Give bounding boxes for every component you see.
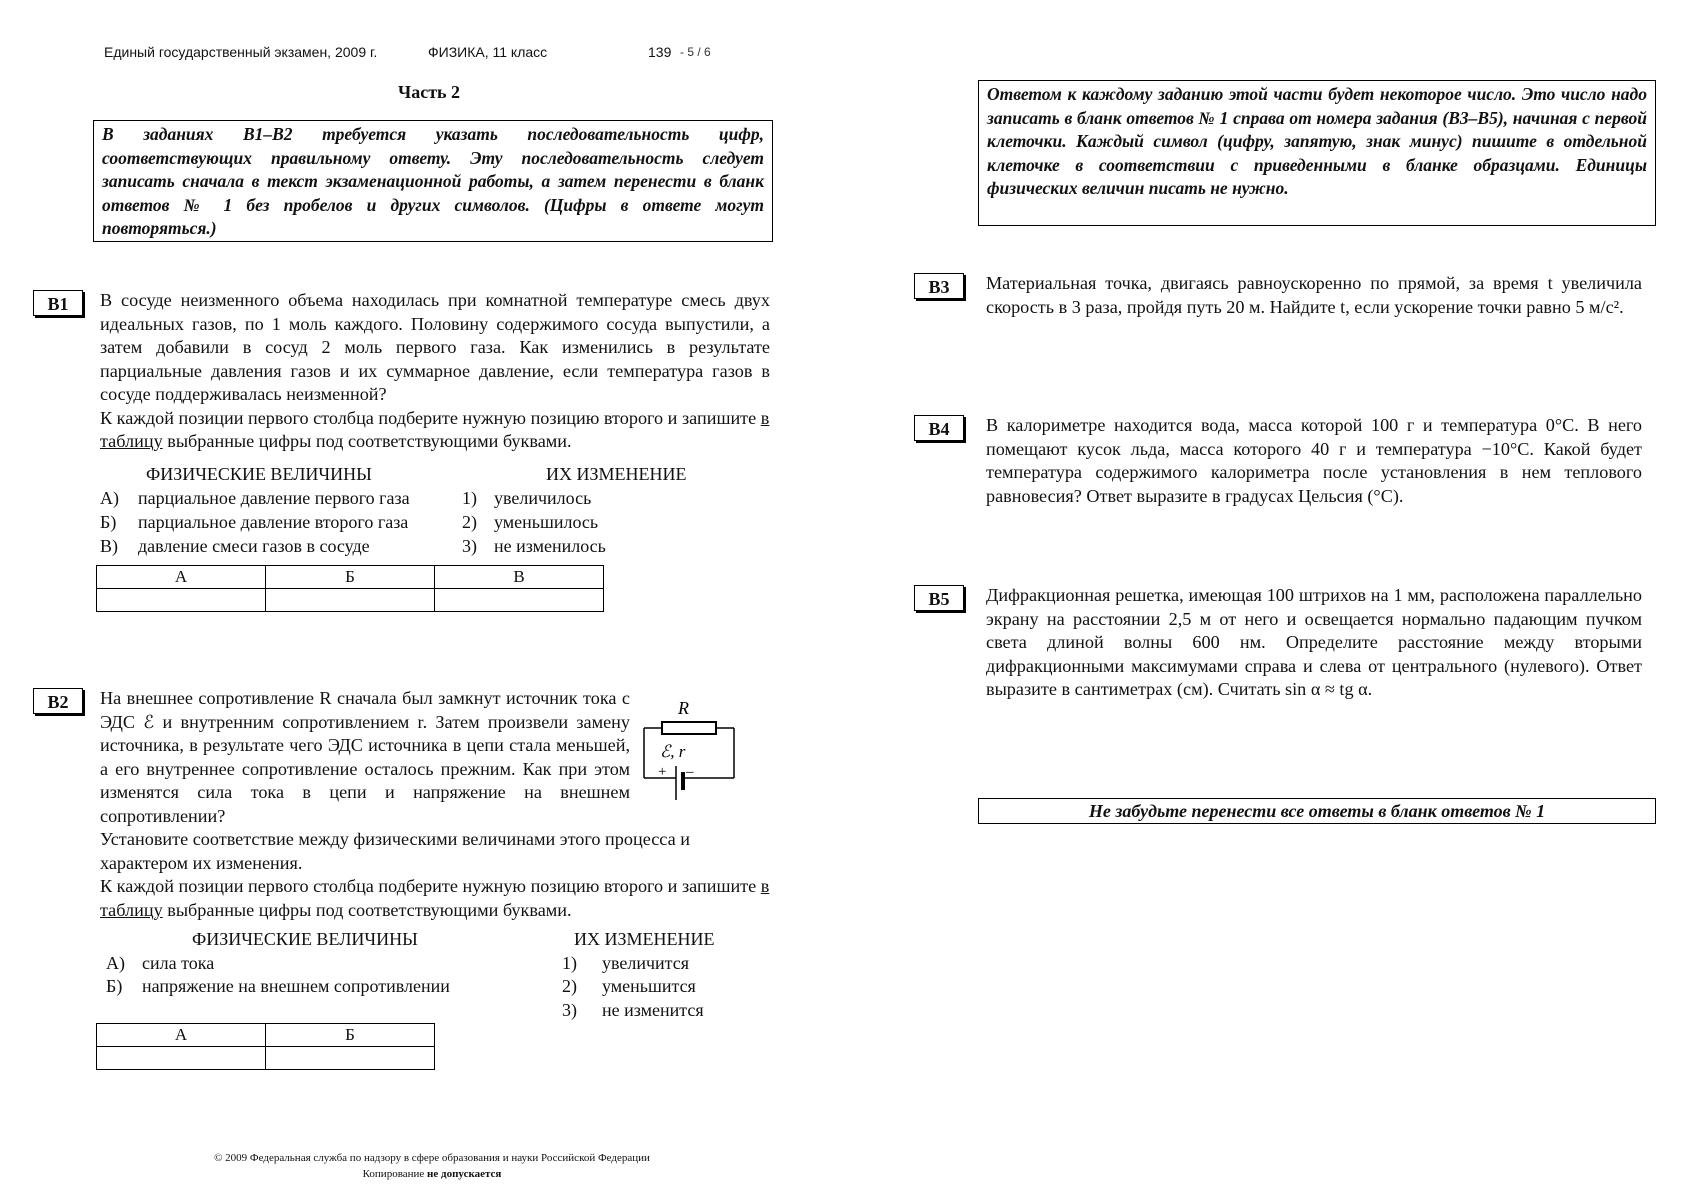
b2-change-1: увеличится [602, 953, 690, 973]
b2-change-1-num: 1) [562, 953, 577, 973]
minus-sign: – [686, 764, 694, 780]
b1-table-link: в таблицу [100, 407, 770, 451]
b1-answer-cell-c[interactable] [435, 589, 604, 612]
b2-answer-cell-a[interactable] [97, 1047, 266, 1070]
b1-quantity-c-letter: В) [100, 536, 118, 556]
b1-change-2-num: 2) [462, 512, 477, 532]
b1-change-2: уменьшилось [494, 512, 599, 532]
b2-instruction-part1: К каждой позиции первого столбца подберите нужную позицию второго и запишите [100, 876, 757, 896]
b1-quantity-a: парциальное давление первого газа [138, 488, 410, 508]
b1-change-3: не изменилось [494, 536, 606, 556]
b2-instruction-part2: выбранные цифры под соответствующими буквами. [167, 899, 572, 920]
b2-matching-statement: Установите соответствие между физическими величинами этого процесса и характером их изменения. [100, 829, 690, 873]
b1-table-header-a: А [97, 566, 266, 589]
source-label: ℰ, r [660, 742, 686, 761]
task-label-b2: B2 [33, 688, 83, 714]
subject: ФИЗИКА, 11 класс [428, 44, 548, 60]
copyright-line: © 2009 Федеральная служба по надзору в сфере образования и науки Российской Федерации [214, 1152, 650, 1164]
b2-quantity-b: напряжение на внешнем сопротивлении [142, 976, 450, 996]
b1-instruction-part1: К каждой позиции первого столбца подберите нужную позицию второго и запишите [100, 407, 757, 428]
task-label-b4: B4 [914, 415, 964, 441]
instruction-box-left: В заданиях В1–В2 требуется указать последовательность цифр, соответствующих правильному ответу. Эту последовательность следует записать сначала в текст экзаменационной работы, а затем перенести в бланк ответов № 1 без пробелов и других символов. (Цифры в ответе могут повторяться.) [93, 120, 773, 242]
part-title: Часть 2 [398, 82, 461, 102]
b1-quantity-a-letter: А) [100, 488, 119, 508]
b1-answer-cell-b[interactable] [266, 589, 435, 612]
b1-change-1-num: 1) [462, 488, 477, 508]
b2-question: На внешнее сопротивление R сначала был замкнут источник тока с ЭДС ℰ и внутренним сопротивлением r. Затем произвели замену источника, в результате чего ЭДС источника в цепи стала меньшей, а его внутреннее сопротивление осталось прежним. Как при этом изменятся сила тока в цепи и напряжение на внешнем сопротивлении? [100, 688, 630, 826]
task-b1-text [100, 289, 770, 454]
resistor-symbol [662, 722, 716, 734]
plus-sign: + [658, 764, 667, 780]
task-label-b1: B1 [33, 290, 83, 316]
b2-table-header-a: А [97, 1024, 266, 1047]
b2-quantity-a: сила тока [142, 953, 215, 973]
b1-quantity-b: парциальное давление второго газа [138, 512, 409, 532]
task-label-b3: B3 [914, 273, 964, 299]
b1-question: В сосуде неизменного объема находилась при комнатной температуре смесь двух идеальных газов, по 1 моль каждого. Половину содержимого сосуда выпустили, а затем добавили в сосуд 2 моль первого газа. Как изменились в результате парциальные давления газов и их суммарное давление, если температура газов в сосуде поддерживалась неизменной? [100, 290, 770, 404]
reminder-box: Не забудьте перенести все ответы в бланк ответов № 1 [978, 798, 1656, 824]
b2-change-2: уменьшится [602, 976, 696, 996]
b2-answer-table [96, 1023, 435, 1070]
b2-answer-cell-b[interactable] [266, 1047, 435, 1070]
resistor-label: R [678, 700, 689, 718]
b1-change-3-num: 3) [462, 536, 477, 556]
b1-answer-cell-a[interactable] [97, 589, 266, 612]
page-footer [0, 1150, 864, 1182]
b2-table-link: в таблицу [100, 876, 770, 920]
b2-change-2-num: 2) [562, 976, 577, 996]
page-number: - 5 / 6 [680, 45, 711, 59]
b2-quantity-a-letter: А) [106, 953, 125, 973]
b2-col1-header: ФИЗИЧЕСКИЕ ВЕЛИЧИНЫ [192, 929, 418, 949]
b2-instruction [100, 875, 770, 922]
b2-col2-header: ИХ ИЗМЕНЕНИЕ [574, 929, 715, 949]
variant-number: 139 [648, 44, 672, 60]
b2-change-3: не изменится [602, 1000, 704, 1020]
b2-matching-columns [100, 927, 780, 1027]
exam-title: Единый государственный экзамен, 2009 г. [104, 44, 378, 60]
b1-col2-header: ИХ ИЗМЕНЕНИЕ [546, 464, 687, 484]
b1-quantity-c: давление смеси газов в сосуде [138, 536, 370, 556]
task-b2-text-rest [100, 828, 770, 922]
copying-forbidden: не допускается [427, 1168, 502, 1180]
b1-table-header-c: В [435, 566, 604, 589]
b1-instruction-part2: выбранные цифры под соответствующими буквами. [167, 431, 572, 451]
b1-col1-header: ФИЗИЧЕСКИЕ ВЕЛИЧИНЫ [146, 464, 372, 484]
b2-quantity-b-letter: Б) [106, 976, 123, 996]
b2-table-header-b: Б [266, 1024, 435, 1047]
circuit-diagram [638, 700, 748, 806]
task-label-b5: B5 [914, 585, 964, 611]
copying-label: Копирование [362, 1168, 425, 1180]
task-b4-text: В калориметре находится вода, масса которой 100 г и температура 0°С. В него помещают кусок льда, масса которого 40 г и температура −10°С. Какой будет температура содержимого калориметра после установления в нем теплового равновесия? Ответ выразите в градусах Цельсия (°С). [986, 415, 1642, 506]
task-b3-text: Материальная точка, двигаясь равноускоренно по прямой, за время t увеличила скорость в 3 раза, пройдя путь 20 м. Найдите t, если ускорение точки равно 5 м/с². [986, 273, 1642, 317]
b1-answer-table [96, 565, 604, 612]
b1-matching-columns [100, 462, 780, 562]
b1-table-header-b: Б [266, 566, 435, 589]
b1-change-1: увеличилось [494, 488, 592, 508]
b1-quantity-b-letter: Б) [100, 512, 117, 532]
instruction-box-right: Ответом к каждому заданию этой части будет некоторое число. Это число надо записать в бланк ответов № 1 справа от номера задания (В3–В5), начиная с первой клеточки. Каждый символ (цифру, запятую, знак минус) пишите в отдельной клеточке в соответствии с приведенными в бланке образцами. Единицы физических величин писать не нужно. [978, 80, 1656, 226]
b2-change-3-num: 3) [562, 1000, 577, 1020]
b1-instruction [100, 407, 770, 454]
copying-notice [0, 1166, 864, 1182]
task-b5-text: Дифракционная решетка, имеющая 100 штрихов на 1 мм, расположена параллельно экрану на расстоянии 2,5 м от него и освещается нормально падающим пучком света длиной волны 600 нм. Определите расстояние между вторыми дифракционными максимумами справа и слева от центрального (нулевого). Ответ выразите в сантиметрах (см). Считать sin α ≈ tg α. [986, 585, 1642, 699]
